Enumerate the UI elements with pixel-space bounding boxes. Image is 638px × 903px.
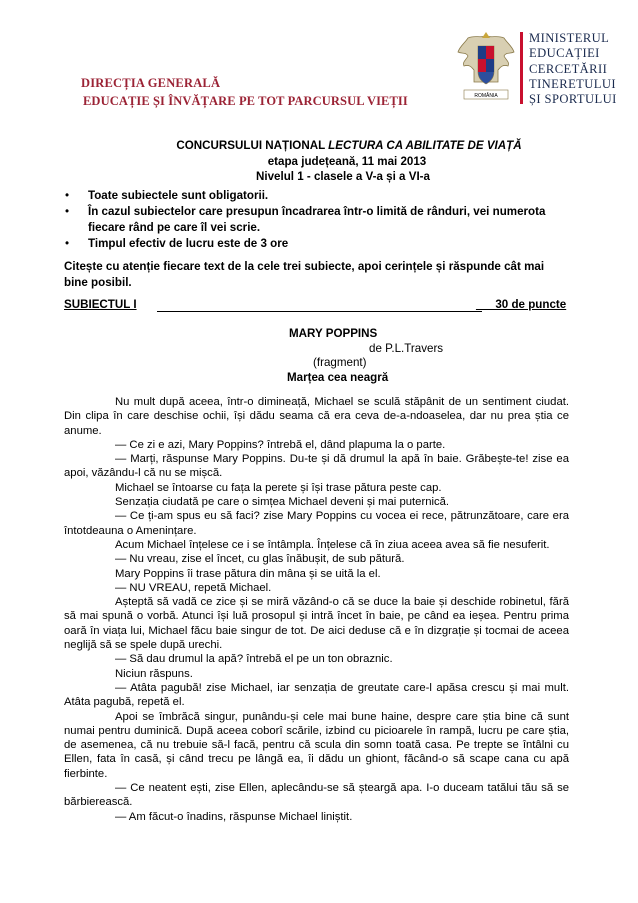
story-author: de P.L.Travers xyxy=(369,342,444,355)
contest-title xyxy=(30,139,638,152)
contest-stage: etapa județeană, 11 mai 2013 xyxy=(267,155,427,168)
story-paragraph: Așteptă să vadă ce zice și se miră văzând-o că se duce la baie și deschide robinetul, fără să mai spună o vorbă. Atunci își luă prosopul și intră încet în baie, pe când ea ieșea. Pentru prima oară în viața lui, Michael făcu baie singur de tot. De aici deduse că e în dizgrație și tocmai de aceea neglijă să se spele după urechi. xyxy=(64,596,569,652)
ministry-line: TINERETULUI xyxy=(529,76,616,91)
story-paragraph: Senzația ciudată pe care o simțea Michael deveni și mai puternică. xyxy=(115,496,450,509)
bullet-icon: • xyxy=(65,205,70,218)
story-paragraph: Niciun răspuns. xyxy=(115,667,193,680)
story-paragraph: Acum Michael înțelese ce i se întâmpla. Înțelese că în ziua aceea avea să fie nesuferit. xyxy=(115,538,550,551)
story-text xyxy=(64,395,569,824)
instructions-list xyxy=(64,188,569,252)
story-paragraph: Mary Poppins îi trase pătura din mâna și se uită la el. xyxy=(115,567,381,580)
instruction-item: • Timpul efectiv de lucru este de 3 ore xyxy=(65,237,289,250)
story-paragraph: Michael se întoarse cu fața la perete și își trase pătura peste cap. xyxy=(115,481,442,494)
story-paragraph: — Marți, răspunse Mary Poppins. Du-te și dă drumul la apă în baie. Grăbește-te! zise ea apoi, văzându-l că nu se mișcă. xyxy=(64,453,569,480)
reading-instruction: Citește cu atenție fiecare text de la cele trei subiecte, apoi cerințele și răspunde cât mai bine posibil. xyxy=(64,260,545,289)
story-paragraph: Nu mult după aceea, într-o dimineață, Michael se sculă stăpânit de un sentiment ciudat. Din clipa în care deschise ochii, își dădu seama că era ceva de-a-ndoaselea, dar nu prea știa ce anume. xyxy=(64,396,569,437)
subject-rule xyxy=(157,311,482,312)
story-paragraph: — NU VREAU, repetă Michael. xyxy=(115,581,272,594)
story-paragraph: — Am făcut-o înadins, răspunse Michael liniștit. xyxy=(115,810,353,823)
subject-label: SUBIECTUL I xyxy=(64,298,137,311)
ministry-line: MINISTERUL xyxy=(529,31,610,45)
ministry-divider xyxy=(520,32,523,104)
story-paragraph: — Ce ți-am spus eu să faci? zise Mary Poppins cu vocea ei rece, pătrunzătoare, care era întotdeauna o Amenințare. xyxy=(64,510,569,537)
direction-header xyxy=(81,76,408,109)
story-fragment-note: (fragment) xyxy=(313,356,367,369)
ministry-logo-text xyxy=(529,31,617,107)
bullet-icon: • xyxy=(65,189,70,202)
contest-title-italic: LECTURA CA ABILITATE DE VIAȚĂ xyxy=(328,139,522,152)
contest-title-prefix: CONCURSULUI NAȚIONAL xyxy=(176,139,329,152)
ministry-line: CERCETĂRII xyxy=(529,61,608,76)
instruction-item: • În cazul subiectelor care presupun încadrarea într-o limită de rânduri, vei numerota fiecare rând pe care îl vei scrie. xyxy=(65,205,546,234)
story-paragraph: Apoi se îmbrăcă singur, punându-și cele mai bune haine, despre care știa bine că sunt numai pentru duminică. După aceea coborî scările, izbind cu picioarele în rampă, lucru pe care știa, de asemenea, că nu trebuie să-l facă, pentru că scula din somn toată casa. Pe trepte se întâlni cu Ellen, fata în casă, și când trecu pe lângă ea, îi dădu un ghiont, făcând-o să scape cana cu apă fierbinte. xyxy=(64,710,569,780)
story-paragraph: — Ce zi e azi, Mary Poppins? întrebă el, dând plapuma la o parte. xyxy=(115,438,446,451)
story-paragraph: — Să dau drumul la apă? întrebă el pe un ton obraznic. xyxy=(115,653,393,666)
story-chapter: Marțea cea neagră xyxy=(287,371,389,384)
direction-line2: EDUCAȚIE ȘI ÎNVĂȚARE PE TOT PARCURSUL VIEȚII xyxy=(83,94,408,108)
story-paragraph: — Nu vreau, zise el încet, cu glas înăbușit, de sub pătură. xyxy=(115,553,405,566)
story-paragraph: — Ce neatent ești, zise Ellen, aplecându-se să șteargă apa. I-o duceam tatălui tău să se bărbierească. xyxy=(64,782,569,809)
ministry-line: ȘI SPORTULUI xyxy=(529,92,617,107)
story-paragraph: — Atâta pagubă! zise Michael, iar senzația de greutate care-l apăsa crescu și mai mult. Atâta pagubă, repetă el. xyxy=(64,681,569,709)
direction-line1: DIRECȚIA GENERALĂ xyxy=(81,76,221,90)
crest-banner: ROMÂNIA xyxy=(474,93,498,99)
coat-of-arms-icon xyxy=(456,32,516,104)
instruction-item: • Toate subiectele sunt obligatorii. xyxy=(65,189,269,202)
subject-points: ___30 de puncte xyxy=(476,298,567,311)
bullet-icon: • xyxy=(65,237,70,250)
story-title: MARY POPPINS xyxy=(289,327,378,340)
ministry-line: EDUCAȚIEI xyxy=(529,46,600,61)
contest-level: Nivelul 1 - clasele a V-a și a VI-a xyxy=(255,170,430,183)
